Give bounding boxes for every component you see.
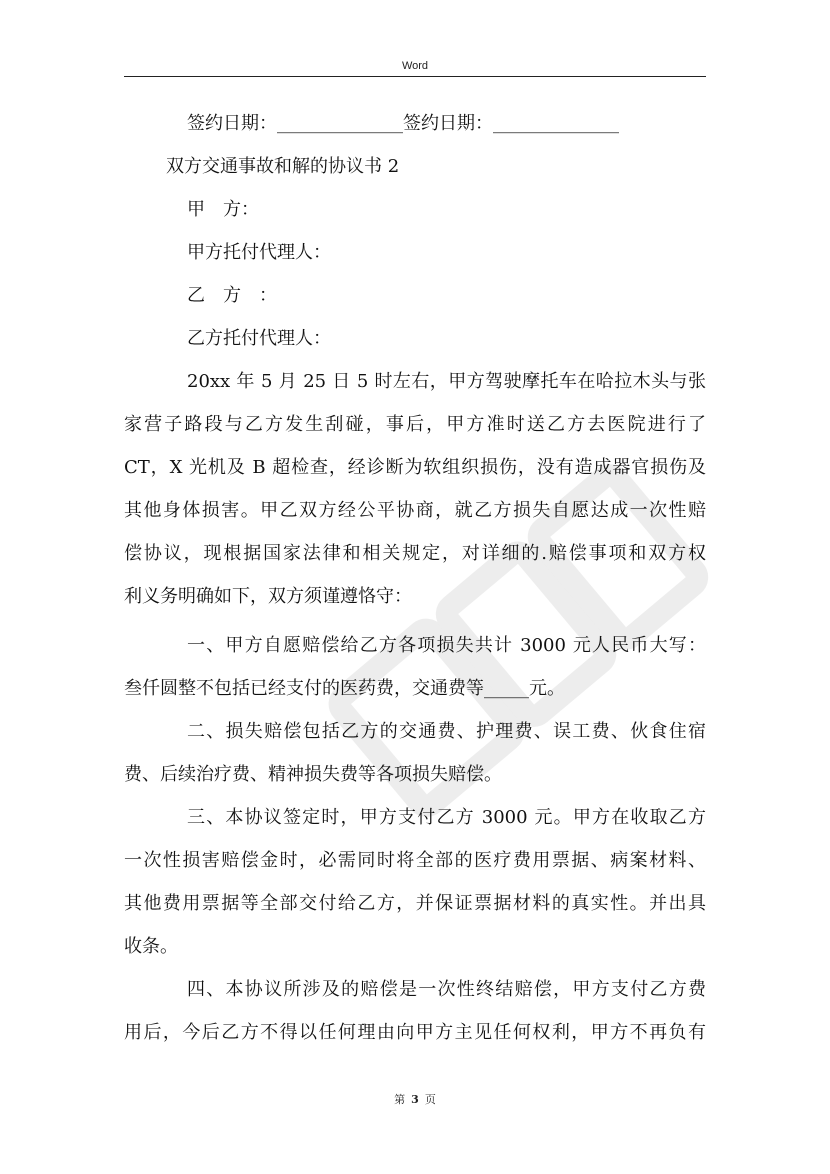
clause-4-line: 用后，今后乙方不得以任何理由向甲方主见任何权利，甲方不再负有 [124,1022,706,1043]
footer-prefix: 第 [394,1093,406,1106]
paragraph-line: 20xx 年 5 月 25 日 5 时左右，甲方驾驶摩托车在哈拉木头与张 [187,371,706,392]
party-a-agent-label: 甲方托付代理人： [187,242,331,263]
paragraph-line: 利义务明确如下，双方须谨遵恪守： [124,586,412,607]
paragraph-line: CT，X 光机及 B 超检查，经诊断为软组织损伤，没有造成器官损伤及 [124,457,706,478]
party-b-label: 乙 方 ： [187,285,277,306]
clause-1-line: 叁仟圆整不包括已经支付的医药费，交通费等_____元。 [124,678,565,699]
paragraph-line: 偿协议，现根据国家法律和相关规定，对详细的.赔偿事项和双方权 [124,543,706,564]
document-title: 双方交通事故和解的协议书 2 [166,156,400,177]
header-rule [124,76,706,77]
paragraph-line: 其他身体损害。甲乙双方经公平协商，就乙方损失自愿达成一次性赔 [124,500,706,521]
clause-3-line: 其他费用票据等全部交付给乙方，并保证票据材料的真实性。并出具 [124,893,706,914]
clause-2-line: 二、损失赔偿包括乙方的交通费、护理费、误工费、伙食住宿 [187,721,706,742]
party-b-agent-label: 乙方托付代理人： [187,328,331,349]
page-footer [0,1091,830,1107]
clause-1-line: 一、甲方自愿赔偿给乙方各项损失共计 3000 元人民币大写： [187,635,706,656]
clause-4-line: 四、本协议所涉及的赔偿是一次性终结赔偿，甲方支付乙方费 [187,979,706,1000]
page-number: 3 [411,1093,419,1106]
clause-2-line: 费、后续治疗费、精神损失费等各项损失赔偿。 [124,764,502,785]
paragraph-line: 家营子路段与乙方发生刮碰，事后，甲方准时送乙方去医院进行了 [124,414,706,435]
sign-dates-line: 签约日期：______________签约日期：______________ [187,113,619,134]
party-a-label: 甲 方： [187,199,259,220]
clause-3-line: 三、本协议签定时，甲方支付乙方 3000 元。甲方在收取乙方 [187,807,706,828]
footer-suffix: 页 [424,1093,436,1106]
header-title: Word [401,60,429,72]
clause-3-line: 一次性损害赔偿金时，必需同时将全部的医疗费用票据、病案材料、 [124,850,706,871]
clause-3-line: 收条。 [124,936,178,957]
